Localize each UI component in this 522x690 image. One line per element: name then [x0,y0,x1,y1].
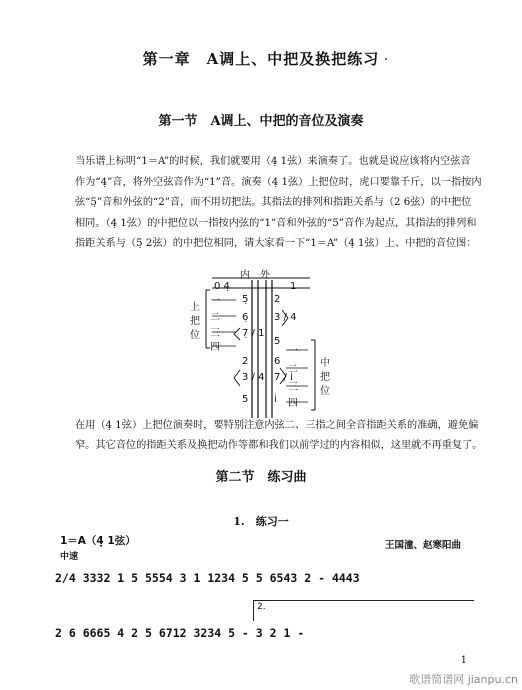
lower-group-label: 中 [320,358,330,369]
inner-upper-note: 6̣ [242,312,249,323]
outer-lower-note: i [274,394,277,405]
para1-line: 弦“5̣”音和外弦的“2”音，而不用切把法。其指法的排列和指距关系与（2 6弦）的中把位 [75,197,472,208]
para2-line: 窄。其它音位的指距关系及换把动作等都和我们以前学过的内容相似，这里就不再重复了。 [75,440,483,451]
diagram-lines [170,268,370,428]
lower-finger: 二 [288,364,298,375]
diagram-top-label: 内 外 [240,270,270,281]
page-number: 1 [460,655,467,666]
para2-line: 在用（4̣ 1弦）上把位演奏时，要特别注意内弦二、三指之间全音指距关系的准确，避免偏 [75,420,479,431]
chapter-title: 第一章 A调上、中把及换把练习 [142,50,380,68]
section1-title: 第一节 A调上、中把的音位及演奏 [158,114,364,129]
upper-finger: 二 [210,312,220,323]
staff-line-1: 2/4 3332 1 5 5554 3 1 1234 5 5 6543 2 - 4443 [55,571,360,585]
paragraph-1 [75,152,482,255]
lower-finger: 三 [288,382,298,393]
lower-finger: 一 [288,346,298,357]
outer-upper-note: 2 [274,294,281,305]
outer-upper-note: 3 / 4 [274,312,297,323]
para1-line: 当乐谱上标明“1＝A”的时候，我们就要用（4̣ 1弦）来演奏了。也就是说应该将内空弦音 [75,156,471,167]
inner-lower-note: 5 [242,394,249,405]
inner-upper-note: 5̣ [242,294,249,305]
composer-credit: 王国潼、赵寒阳曲 [385,540,462,551]
inner-upper-note: 7̣ / 1 [242,328,265,339]
upper-finger: 四 [210,342,220,353]
outer-lower-note: 6 [274,356,281,367]
paragraph-2 [75,416,483,456]
para1-line: 作为“4̣”音，将外空弦音作为“1”音。演奏（4̣ 1弦）上把位时，虎口要靠千斤，以一指按内 [75,176,482,188]
para1-line: 相同。（4̣ 1弦）的中把位以一指按内弦的“1”音和外弦的“5”音作为起点，其指法的排列和 [75,217,477,229]
upper-group-label: 把 [190,316,200,327]
exercise-title: 1. 练习一 [233,515,289,528]
fingering-diagram [170,268,370,428]
inner-lower-note: 3 / 4 [242,372,265,383]
inner-lower-note: 2 [242,356,249,367]
key-signature: 1＝A（4̣ 1弦） [60,535,136,547]
stray-dot [385,58,387,60]
diagram-open-outer: 1 [290,281,297,292]
staff-line-2: 2 6 6665 4 2 5 6712 3234 5 - 3 2 1 - [55,626,305,640]
lower-finger: 四 [288,398,298,409]
lower-group-label: 把 [320,372,330,383]
outer-upper-note: 5 [274,336,281,347]
upper-group-label: 上 [190,302,200,313]
upper-group-label: 位 [190,330,200,341]
lower-group-label: 位 [320,386,330,397]
volta-bracket [253,600,474,621]
section2-title: 第二节 练习曲 [215,470,307,485]
upper-finger: 一 [210,296,220,307]
watermark: 歌谱简谱网 jianpu.cn [409,673,518,686]
diagram-open-inner: 0 4̣ [214,281,230,292]
upper-finger: 三 [210,328,220,339]
tempo-marking: 中速 [60,552,79,562]
outer-lower-note: 7 / i [274,372,293,383]
volta-label: 2. [257,602,266,612]
para1-line: 指距关系与（5̣ 2弦）的中把位相同，请大家看一下“1＝A”（4̣ 1弦）上、中把的音位图： [75,238,477,249]
